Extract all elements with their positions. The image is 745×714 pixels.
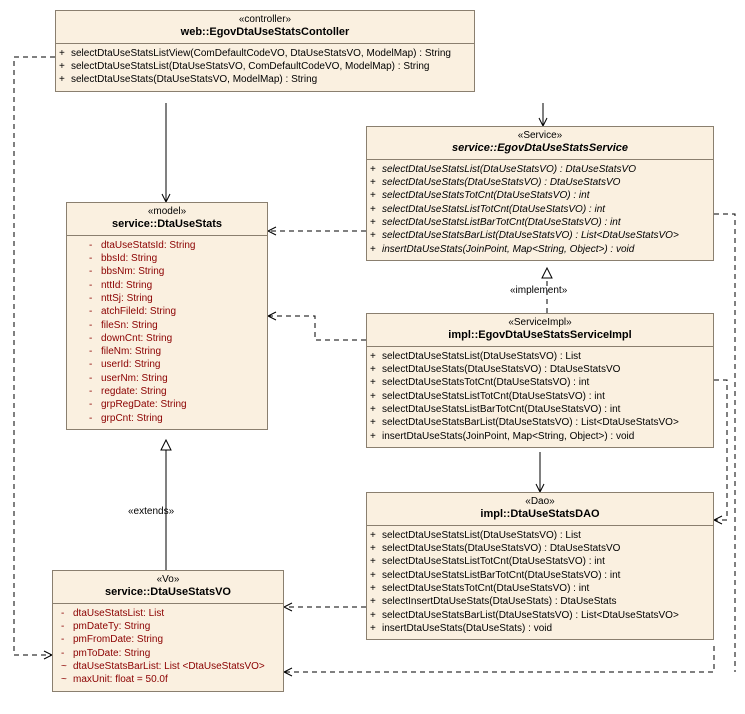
member-text: selectDtaUseStatsList(DtaUseStatsVO) : DtaUseStatsVO <box>382 163 636 175</box>
class-member <box>370 163 710 176</box>
member-text: selectDtaUseStatsListBarTotCnt(DtaUseStatsVO) : int <box>382 569 621 581</box>
class-header-controller <box>56 11 474 43</box>
class-stereotype: «controller» <box>238 14 292 25</box>
class-member <box>61 633 280 646</box>
class-box-controller[interactable] <box>55 10 475 92</box>
member-visibility: + <box>370 622 376 634</box>
member-visibility: - <box>89 266 93 278</box>
member-text: userId: String <box>101 359 161 371</box>
member-visibility: - <box>89 239 93 251</box>
member-visibility: + <box>370 596 376 608</box>
class-members-controller <box>56 44 474 91</box>
member-text: selectDtaUseStatsListTotCnt(DtaUseStatsVO) : int <box>382 203 606 215</box>
member-text: selectInsertDtaUseStats(DtaUseStats) : DtaUseStats <box>382 596 617 608</box>
member-text: selectDtaUseStats(DtaUseStatsVO) : DtaUseStatsVO <box>382 543 621 555</box>
class-header-service-impl <box>367 314 713 346</box>
member-text: pmToDate: String <box>73 647 151 659</box>
class-member <box>89 398 264 411</box>
class-member <box>61 673 280 686</box>
class-member <box>370 609 710 622</box>
class-member <box>89 345 264 358</box>
member-text: selectDtaUseStats(DtaUseStatsVO) : DtaUseStatsVO <box>382 177 621 189</box>
member-visibility: - <box>89 253 93 265</box>
member-visibility: - <box>89 319 93 331</box>
edge-label-extends: «extends» <box>128 506 175 517</box>
member-visibility: + <box>370 569 376 581</box>
member-text: insertDtaUseStats(JoinPoint, Map<String, Object>) : void <box>382 243 635 255</box>
class-member <box>89 372 264 385</box>
member-visibility: + <box>370 377 376 389</box>
class-member <box>89 252 264 265</box>
class-name: impl::DtaUseStatsDAO <box>480 507 600 520</box>
class-member <box>61 607 280 620</box>
member-text: bbsId: String <box>101 253 158 265</box>
class-member <box>59 47 471 60</box>
member-text: selectDtaUseStatsListBarTotCnt(DtaUseStatsVO) : int <box>382 403 621 415</box>
member-text: dtaUseStatsId: String <box>101 239 196 251</box>
class-member <box>370 542 710 555</box>
member-visibility: + <box>370 403 376 415</box>
member-visibility: - <box>89 399 93 411</box>
class-member <box>89 279 264 292</box>
member-text: fileSn: String <box>101 319 158 331</box>
class-box-vo[interactable] <box>52 570 284 692</box>
class-member <box>89 265 264 278</box>
class-member <box>61 647 280 660</box>
member-visibility: + <box>59 47 65 59</box>
member-text: selectDtaUseStatsListTotCnt(DtaUseStatsVO) : int <box>382 390 605 402</box>
class-member <box>59 73 471 86</box>
member-text: selectDtaUseStats(DtaUseStatsVO) : DtaUseStatsVO <box>382 364 621 376</box>
member-visibility: + <box>370 556 376 568</box>
member-text: atchFileId: String <box>101 306 177 318</box>
class-member <box>370 363 710 376</box>
class-member <box>61 660 280 673</box>
member-text: selectDtaUseStatsTotCnt(DtaUseStatsVO) : int <box>382 582 590 594</box>
class-member <box>370 243 710 256</box>
class-box-model[interactable] <box>66 202 268 430</box>
member-text: pmFromDate: String <box>73 634 164 646</box>
class-member <box>370 403 710 416</box>
member-visibility: + <box>370 230 376 242</box>
class-stereotype: «Service» <box>517 130 563 141</box>
member-visibility: - <box>89 412 93 424</box>
member-visibility: + <box>370 543 376 555</box>
member-visibility: - <box>89 292 93 304</box>
class-members-model <box>67 236 267 429</box>
member-visibility: - <box>89 279 93 291</box>
class-member <box>370 376 710 389</box>
member-visibility: - <box>89 386 93 398</box>
member-text: selectDtaUseStatsBarList(DtaUseStatsVO) : List<DtaUseStatsVO> <box>382 609 679 621</box>
class-members-vo <box>53 604 283 691</box>
class-name: service::EgovDtaUseStatsService <box>451 141 629 154</box>
member-text: downCnt: String <box>101 332 173 344</box>
member-text: nttSj: String <box>101 292 153 304</box>
class-member <box>61 620 280 633</box>
class-header-model <box>67 203 267 235</box>
member-visibility: + <box>370 350 376 362</box>
member-text: selectDtaUseStatsBarList(DtaUseStatsVO) : List<DtaUseStatsVO> <box>382 230 679 242</box>
member-text: selectDtaUseStatsTotCnt(DtaUseStatsVO) : int <box>382 377 590 389</box>
member-text: selectDtaUseStats(DtaUseStatsVO, ModelMap) : String <box>71 74 318 86</box>
class-name: service::DtaUseStats <box>111 217 223 230</box>
class-member <box>59 60 471 73</box>
member-text: selectDtaUseStatsListView(ComDefaultCodeVO, DtaUseStatsVO, ModelMap) : String <box>71 47 451 59</box>
class-stereotype: «ServiceImpl» <box>508 317 572 328</box>
class-members-service-impl <box>367 347 713 447</box>
class-member <box>89 358 264 371</box>
class-member <box>370 189 710 202</box>
member-text: pmDateTy: String <box>73 621 151 633</box>
class-member <box>370 430 710 443</box>
member-visibility: + <box>370 203 376 215</box>
member-visibility: + <box>370 582 376 594</box>
member-visibility: - <box>89 372 93 384</box>
class-member <box>370 529 710 542</box>
member-text: selectDtaUseStatsBarList(DtaUseStatsVO) : List<DtaUseStatsVO> <box>382 417 679 429</box>
member-text: nttId: String <box>101 279 153 291</box>
class-members-service <box>367 160 713 260</box>
class-box-service-impl[interactable] <box>366 313 714 448</box>
class-member <box>370 176 710 189</box>
member-text: regdate: String <box>101 386 167 398</box>
class-member <box>370 582 710 595</box>
member-text: insertDtaUseStats(DtaUseStats) : void <box>382 622 553 634</box>
member-visibility: + <box>370 163 376 175</box>
member-visibility: - <box>61 647 65 659</box>
member-text: selectDtaUseStatsList(DtaUseStatsVO) : List <box>382 529 581 541</box>
member-text: dtaUseStatsList: List <box>73 607 165 619</box>
class-box-service[interactable] <box>366 126 714 261</box>
member-visibility: + <box>370 216 376 228</box>
member-visibility: + <box>370 609 376 621</box>
member-text: selectDtaUseStatsTotCnt(DtaUseStatsVO) : int <box>382 190 590 202</box>
class-member <box>89 319 264 332</box>
member-visibility: - <box>89 359 93 371</box>
class-members-dao <box>367 526 713 639</box>
member-visibility: + <box>370 190 376 202</box>
member-visibility: ~ <box>61 660 67 672</box>
class-stereotype: «Dao» <box>525 496 555 507</box>
member-text: selectDtaUseStatsList(DtaUseStatsVO) : List <box>382 350 581 362</box>
member-visibility: - <box>89 306 93 318</box>
class-member <box>370 595 710 608</box>
class-stereotype: «model» <box>147 206 187 217</box>
member-visibility: + <box>370 364 376 376</box>
member-visibility: ~ <box>61 674 67 686</box>
class-name: web::EgovDtaUseStatsContoller <box>180 25 350 38</box>
class-stereotype: «Vo» <box>156 574 180 585</box>
member-visibility: + <box>370 529 376 541</box>
class-member <box>89 239 264 252</box>
class-name: impl::EgovDtaUseStatsServiceImpl <box>448 328 632 341</box>
member-text: grpCnt: String <box>101 412 163 424</box>
class-header-vo <box>53 571 283 603</box>
member-visibility: + <box>370 390 376 402</box>
class-member <box>370 569 710 582</box>
member-text: bbsNm: String <box>101 266 165 278</box>
member-text: dtaUseStatsBarList: List <DtaUseStatsVO> <box>73 660 265 672</box>
class-member <box>370 416 710 429</box>
class-member <box>370 216 710 229</box>
class-member <box>370 390 710 403</box>
class-member <box>370 350 710 363</box>
member-visibility: + <box>370 417 376 429</box>
member-visibility: - <box>61 607 65 619</box>
class-member <box>370 622 710 635</box>
member-visibility: + <box>59 61 65 73</box>
member-visibility: - <box>89 346 93 358</box>
class-member <box>370 555 710 568</box>
member-text: insertDtaUseStats(JoinPoint, Map<String, Object>) : void <box>382 430 635 442</box>
class-name: service::DtaUseStatsVO <box>105 585 231 598</box>
member-visibility: + <box>370 177 376 189</box>
class-member <box>89 292 264 305</box>
member-text: maxUnit: float = 50.0f <box>73 674 168 686</box>
edge-label-implement: «implement» <box>510 285 568 296</box>
member-text: fileNm: String <box>101 346 162 358</box>
member-visibility: + <box>370 430 376 442</box>
member-text: selectDtaUseStatsListTotCnt(DtaUseStatsVO) : int <box>382 556 605 568</box>
class-header-dao <box>367 493 713 525</box>
class-member <box>89 332 264 345</box>
class-member <box>89 412 264 425</box>
member-text: selectDtaUseStatsList(DtaUseStatsVO, ComDefaultCodeVO, ModelMap) : String <box>71 61 430 73</box>
class-header-service <box>367 127 713 159</box>
member-visibility: - <box>61 621 65 633</box>
class-member <box>370 203 710 216</box>
class-box-dao[interactable] <box>366 492 714 640</box>
class-member <box>89 385 264 398</box>
member-visibility: + <box>370 243 376 255</box>
class-member <box>89 305 264 318</box>
member-text: grpRegDate: String <box>101 399 187 411</box>
member-visibility: - <box>61 634 65 646</box>
class-member <box>370 229 710 242</box>
member-text: selectDtaUseStatsListBarTotCnt(DtaUseStatsVO) : int <box>382 216 621 228</box>
member-visibility: + <box>59 74 65 86</box>
member-visibility: - <box>89 332 93 344</box>
member-text: userNm: String <box>101 372 168 384</box>
